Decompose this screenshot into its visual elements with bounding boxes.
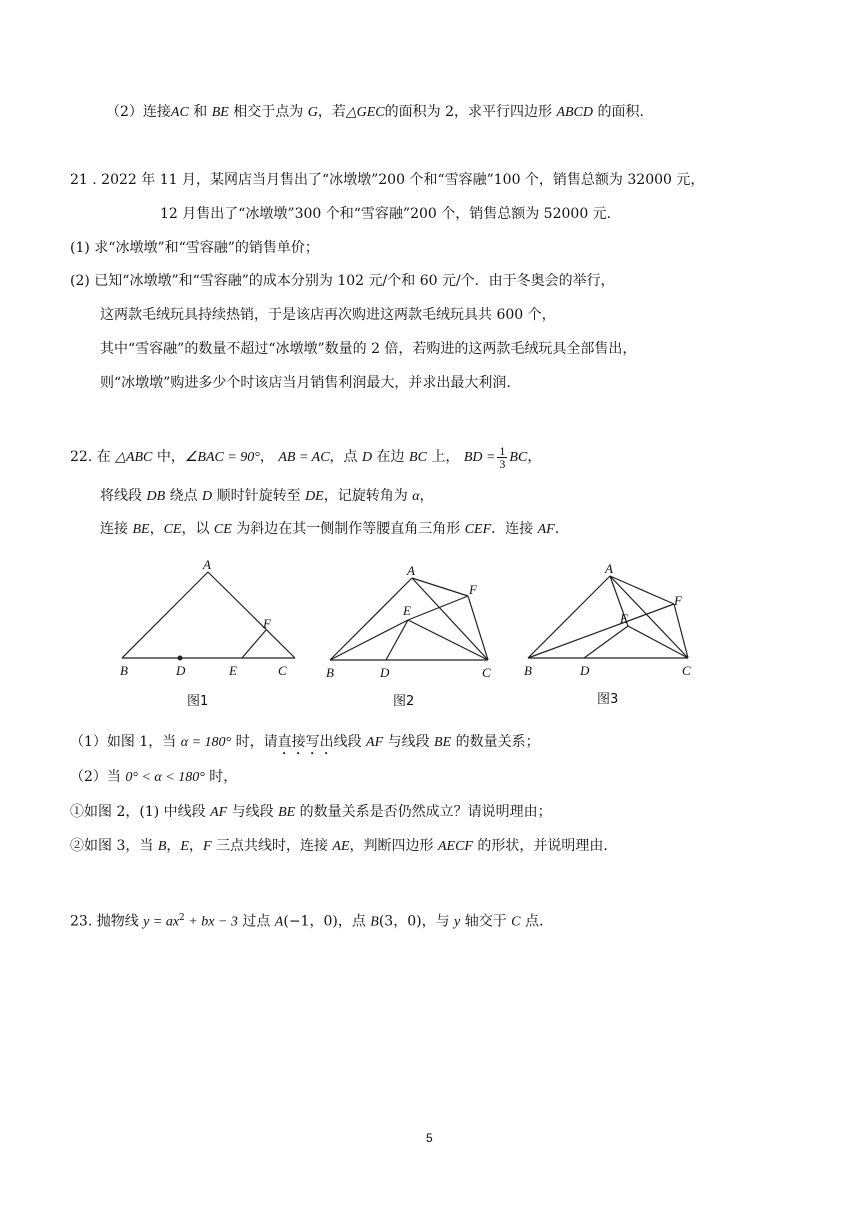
label-B: B: [326, 665, 334, 680]
label-C: C: [682, 663, 691, 678]
q22-line1: [70, 444, 541, 471]
q22-sub2-b: [70, 836, 608, 857]
q21-part2-line3: 其中“雪容融”的数量不超过“冰墩墩”数量的 2 倍，若购进的这两款毛绒玩具全部售出，: [100, 341, 637, 357]
math: F: [202, 839, 212, 854]
math: CE: [163, 522, 182, 537]
figure-3-lines: [528, 576, 688, 658]
label-E: E: [620, 611, 628, 626]
text: 的数量关系是否仍然成立？请说明理由；: [295, 804, 552, 820]
math: AB = AC: [278, 450, 330, 465]
segment-EC: [628, 626, 688, 658]
math: AECF: [437, 839, 473, 854]
q21-part2-line4: 则“冰墩墩”购进多少个时该店当月销售利润最大，并求出最大利润.: [100, 375, 511, 391]
label-C: C: [482, 665, 491, 680]
text: 相交于点为: [228, 104, 308, 120]
math: BE: [211, 105, 229, 120]
fraction: [497, 445, 507, 470]
math: E: [180, 839, 189, 854]
page-number: 5: [426, 1131, 433, 1145]
math: D: [202, 489, 213, 504]
figure-2-lines: [330, 578, 488, 660]
segment-EC: [408, 620, 488, 660]
math: BC: [509, 450, 528, 465]
math: BE: [278, 805, 296, 820]
text: ，: [419, 488, 434, 504]
q22-line2: [100, 486, 434, 507]
math-superscript: 2: [179, 913, 185, 923]
q22-sub1: [70, 732, 540, 758]
q22-line3: [100, 519, 559, 540]
text: （1）如图 1，当: [70, 734, 181, 750]
segment-BF: [528, 604, 674, 658]
math: AF: [537, 522, 555, 537]
label-A: A: [407, 563, 415, 578]
text: 的面积为 2，求平行四边形: [384, 104, 557, 120]
text: .: [554, 521, 560, 537]
figure-2: [318, 558, 508, 683]
math: A: [274, 914, 284, 930]
text: 的面积.: [593, 104, 644, 120]
math: DE: [305, 489, 324, 504]
q21-line2: 12 月售出了“冰墩墩”300 个和“雪容融”200 个，销售总额为 52000 元.: [160, 206, 612, 222]
text: 在: [96, 449, 111, 465]
text: 中，: [152, 449, 185, 465]
figure-1-lines: [122, 572, 295, 658]
text: 23. 抛物线: [70, 913, 144, 930]
math: BC: [409, 450, 427, 465]
q22-sub2: [70, 767, 237, 788]
text: ，若: [317, 104, 346, 120]
text: ．连接: [491, 521, 538, 537]
label-E: E: [229, 663, 237, 678]
label-A: A: [605, 561, 613, 576]
text: 连接: [100, 521, 133, 537]
label-F: F: [674, 593, 682, 608]
text: 上，: [426, 449, 460, 465]
math: BD =: [463, 450, 496, 465]
text: 在边: [372, 449, 410, 465]
math: AF: [366, 735, 384, 750]
segment-AC: [208, 572, 295, 658]
q23: [70, 908, 543, 933]
math: BE: [132, 522, 150, 537]
q21-line1: 21 . 2022 年 11 月，某网店当月售出了“冰墩墩”200 个和“雪容融”100 个，销售总额为 32000 元，: [70, 172, 705, 188]
math: α = 180°: [180, 735, 232, 750]
math: CE: [213, 522, 232, 537]
label-C: C: [278, 663, 287, 678]
text: (−1，0)，点: [283, 913, 371, 930]
math: DB: [146, 489, 166, 504]
fraction-numerator: 1: [499, 443, 506, 458]
point-D-dot: [178, 656, 183, 661]
segment-EF: [408, 596, 468, 620]
math: B: [157, 839, 167, 854]
segment-EF: [242, 630, 266, 658]
text: ②如图 3，当: [70, 838, 158, 854]
figure-3: [516, 558, 706, 683]
text: 过点: [237, 913, 275, 930]
text: ，以: [181, 521, 214, 537]
text: 为斜边在其一侧制作等腰直角三角形: [231, 521, 465, 537]
text: 与线段: [227, 804, 279, 820]
label-E: E: [403, 603, 411, 618]
segment-AB: [528, 576, 610, 658]
math: CEF: [464, 522, 492, 537]
q22-sub2-a: [70, 802, 552, 823]
text: 轴交于: [460, 913, 512, 930]
label-D: D: [580, 663, 590, 678]
figure-1-caption: 图1: [187, 694, 209, 709]
fraction-denominator: 3: [499, 456, 506, 471]
label-F: F: [263, 616, 271, 631]
q21-part1: (1) 求“冰墩墩”和“雪容融”的销售单价；: [70, 240, 319, 256]
text: ，记旋转角为: [323, 488, 413, 504]
math: △GEC: [345, 105, 385, 120]
math: △ABC: [115, 450, 153, 465]
text: ，: [166, 838, 181, 854]
math: C: [511, 914, 521, 930]
text: 点.: [520, 913, 544, 930]
text: ，点: [329, 449, 362, 465]
text: ，: [149, 521, 164, 537]
text: （2）当: [70, 769, 126, 785]
math: B: [370, 914, 379, 930]
text: 的形状，并说明理由.: [472, 838, 608, 854]
math: G: [307, 105, 318, 120]
math: AC: [170, 105, 189, 120]
text: (3，0)，与: [378, 913, 455, 930]
text: 绕点: [165, 488, 203, 504]
math: D: [361, 450, 373, 465]
figure-2-caption: 图2: [393, 694, 415, 709]
text: ，: [527, 449, 542, 465]
text: （2）连接: [106, 104, 171, 120]
math: 0° < α < 180°: [125, 770, 205, 785]
label-D: D: [380, 665, 390, 680]
segment-AF: [610, 576, 674, 604]
segment-BE: [330, 620, 408, 660]
q20-part2: [106, 102, 644, 123]
text: 和: [188, 104, 212, 120]
question-number: 22.: [70, 449, 93, 465]
math: + bx − 3: [184, 914, 238, 930]
q21-part2: (2) 已知“冰墩墩”和“雪容融”的成本分别为 102 元/个和 60 元/个．由于冬奥会的举行，: [70, 273, 615, 289]
figure-3-caption: 图3: [597, 692, 619, 707]
math: y: [454, 914, 461, 930]
label-F: F: [469, 582, 477, 597]
segment-DE: [584, 626, 628, 658]
math: ∠BAC = 90°: [184, 450, 260, 465]
math: AF: [210, 805, 228, 820]
segment-AB: [122, 572, 208, 658]
text: 三点共线时，连接: [211, 838, 333, 854]
math: BE: [434, 735, 452, 750]
math: ABCD: [556, 105, 594, 120]
text: ，判断四边形: [349, 838, 438, 854]
label-B: B: [120, 663, 128, 678]
figure-1: [110, 558, 305, 683]
label-B: B: [524, 663, 532, 678]
math: y = ax: [143, 914, 180, 930]
text: 与线段: [383, 734, 435, 750]
text: 时，: [204, 769, 238, 785]
label-A: A: [203, 558, 211, 572]
text: 的数量关系；: [451, 734, 540, 750]
text: 时，请: [231, 734, 278, 750]
label-D: D: [176, 663, 186, 678]
text: ，: [188, 838, 203, 854]
text: 顺时针旋转至: [212, 488, 306, 504]
math: α: [412, 489, 420, 504]
text: 将线段: [100, 488, 147, 504]
math: AE: [332, 839, 350, 854]
segment-AB: [330, 578, 412, 660]
text: ①如图 2，(1) 中线段: [70, 804, 211, 820]
text: ，: [259, 449, 274, 465]
segment-FC: [468, 596, 488, 660]
text: 线段: [333, 734, 367, 750]
emphasized-text: 直接写出: [277, 734, 334, 750]
q21-part2-line2: 这两款毛绒玩具持续热销，于是该店再次购进这两款毛绒玩具共 600 个，: [100, 307, 556, 323]
